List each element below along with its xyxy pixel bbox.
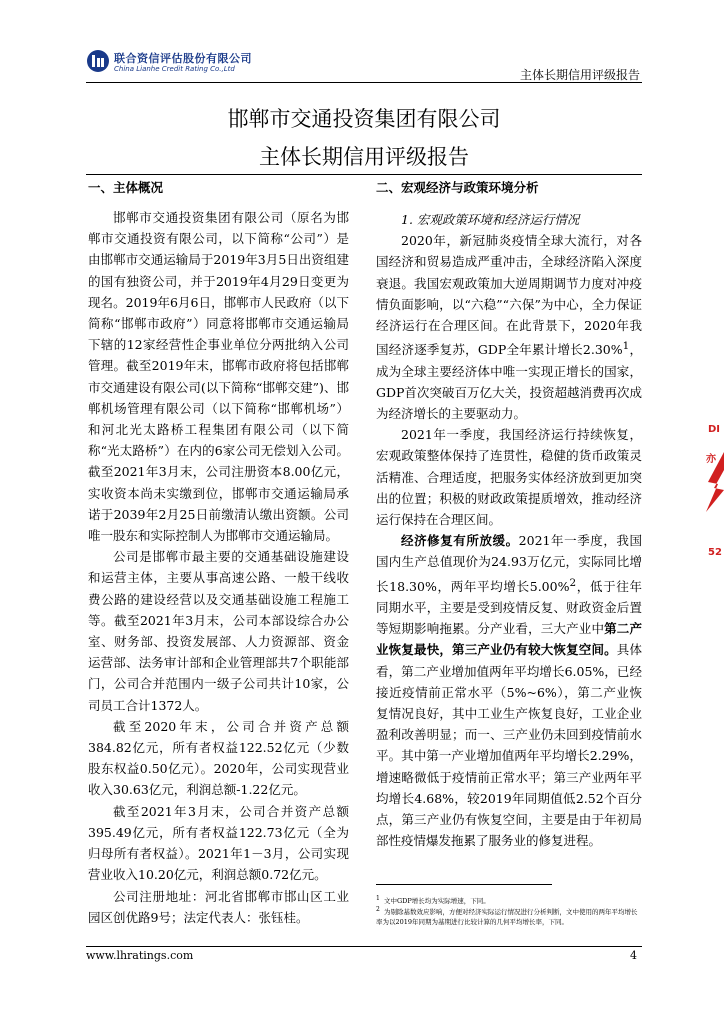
company-name-cn: 联合资信评估股份有限公司 [114, 52, 252, 65]
company-name-en: China Lianhe Credit Rating Co.,Ltd [114, 65, 235, 73]
left-column [88, 207, 349, 928]
footnote-ref: 2 [569, 576, 577, 589]
footer-divider [86, 946, 642, 947]
footnote: $^2$ 为剔除基数效应影响，方便对经济实际运行情况进行分析判断，文中使用的两年平均增长率为以2019年同期为基期进行比较计算的几何平均增长率，下同。 [376, 906, 638, 926]
header-divider [86, 82, 642, 83]
seal-stamp: DI 亦 52 [700, 412, 724, 562]
title-divider [86, 174, 642, 175]
section-heading-macro: 二、宏观经济与政策环境分析 [376, 180, 539, 195]
overview-paragraph: 公司是邯郸市最主要的交通基础设施建设和运营主体，主要从事高速公路、一般干线收费公路的建设经营以及交通基础设施工程施工等。截至2021年3月末，公司本部设综合办公室、财务部、投资发展部、人力资源部、资金运营部、法务审计部和企业管理部共7个职能部门，公司合并范围内一级子公司共计10家，公司员工合计1372人。 [88, 549, 349, 713]
macro-paragraph: 经济修复有所放缓。2021年一季度，我国国内生产总值现价为24.93万亿元，实际同比增长18.30%，两年平均增长5.00%$^2$，低于往年同期水平，主要是受到疫情反复、财政资金后置等短期影响拖累。分产业看，三大产业中第二产业恢复最快，第三产业仍有较大恢复空间。具体看，第二产业增加值两年平均增长6.05%，已经接近疫情前正常水平（5%~6%），第二产业恢复情况良好，其中工业生产恢复良好，工业企业盈利改善明显；而一、三产业仍未回到疫情前水平。其中第一产业增加值两年平均增长2.29%，增速略微低于疫情前正常水平；第三产业两年平均增长4.68%，较2019年同期值低2.52个百分点，第三产业仍有恢复空间，主要是由于年初局部性疫情爆发拖累了服务业的修复进程。 [376, 533, 642, 849]
report-type-header: 主体长期信用评级报告 [519, 68, 640, 82]
macro-paragraph: 2020年，新冠肺炎疫情全球大流行，对各国经济和贸易造成严重冲击，全球经济陷入深度衰退。我国宏观政策加大逆周期调节力度对冲疫情负面影响，以“六稳”“六保”为中心，全力保证经济运行在合理区间。在此背景下，2020年我国经济逐季复苏，GDP全年累计增长2.30%$^1$，成为全球主要经济体中唯一实现正增长的国家，GDP首次突破百万亿大关，投资超越消费再次成为经济增长的主要驱动力。 [376, 233, 642, 421]
overview-paragraph: 公司注册地址：河北省邯郸市邯山区工业园区创优路9号；法定代表人：张钰桂。 [88, 888, 349, 925]
footnote-ref: 1 [622, 340, 630, 353]
footnote: $^1$ 文中GDP增长均为实际增速，下同。 [376, 895, 490, 906]
overview-paragraph: 截至2021年3月末，公司合并资产总额395.49亿元，所有者权益122.73亿元（全为归母所有者权益）。2021年1－3月，公司实现营业收入10.20亿元，利润总额0.72亿元。 [88, 803, 349, 883]
overview-paragraph: 截至2020年末，公司合并资产总额384.82亿元，所有者权益122.52亿元（少数股东权益0.50亿元）。2020年，公司实现营业收入30.63亿元，利润总额-1.22亿元。 [88, 718, 349, 798]
footnote-divider [376, 884, 552, 885]
page-header [86, 44, 642, 88]
macro-paragraph: 2021年一季度，我国经济运行持续恢复，宏观政策整体保持了连贯性，稳健的货币政策灵活精准、合理适度，把服务实体经济放到更加突出的位置；积极的财政政策提质增效，推动经济运行保持在合理区间。 [376, 427, 642, 527]
right-column [376, 209, 642, 851]
section-heading-overview: 一、主体概况 [88, 180, 164, 195]
report-title-line1: 邯郸市交通投资集团有限公司 [227, 107, 501, 131]
footer-website: www.lhratings.com [86, 949, 194, 962]
lianhe-logo-icon [86, 49, 110, 73]
page-number: 4 [630, 949, 637, 962]
report-title-line2: 主体长期信用评级报告 [259, 145, 469, 169]
overview-paragraph: 邯郸市交通投资集团有限公司（原名为邯郸市交通投资有限公司，以下简称“公司”）是由邯郸市交通运输局于2019年3月5日出资组建的国有独资公司，并于2019年4月29日变更为现名。2019年6月6日，邯郸市人民政府（以下简称“邯郸市政府”）同意将邯郸市交通运输局下辖的12家经营性企事业单位分两批纳入公司管理。截至2019年末，邯郸市政府将包括邯郸市交通建设有限公司(以下简称“邯郸交建”)、邯郸机场管理有限公司（以下简称“邯郸机场”）和河北光太路桥工程集团有限公司（以下简称“光太路桥”）在内的6家公司无偿划入公司。截至2021年3月末，公司注册资本8.00亿元，实收资本尚未实缴到位，邯郸市交通运输局承诺于2039年2月25日前缴清认缴出资额。公司唯一股东和实际控制人为邯郸市交通运输局。 [88, 210, 349, 544]
subsection-heading: 1. 宏观政策环境和经济运行情况 [401, 212, 580, 227]
